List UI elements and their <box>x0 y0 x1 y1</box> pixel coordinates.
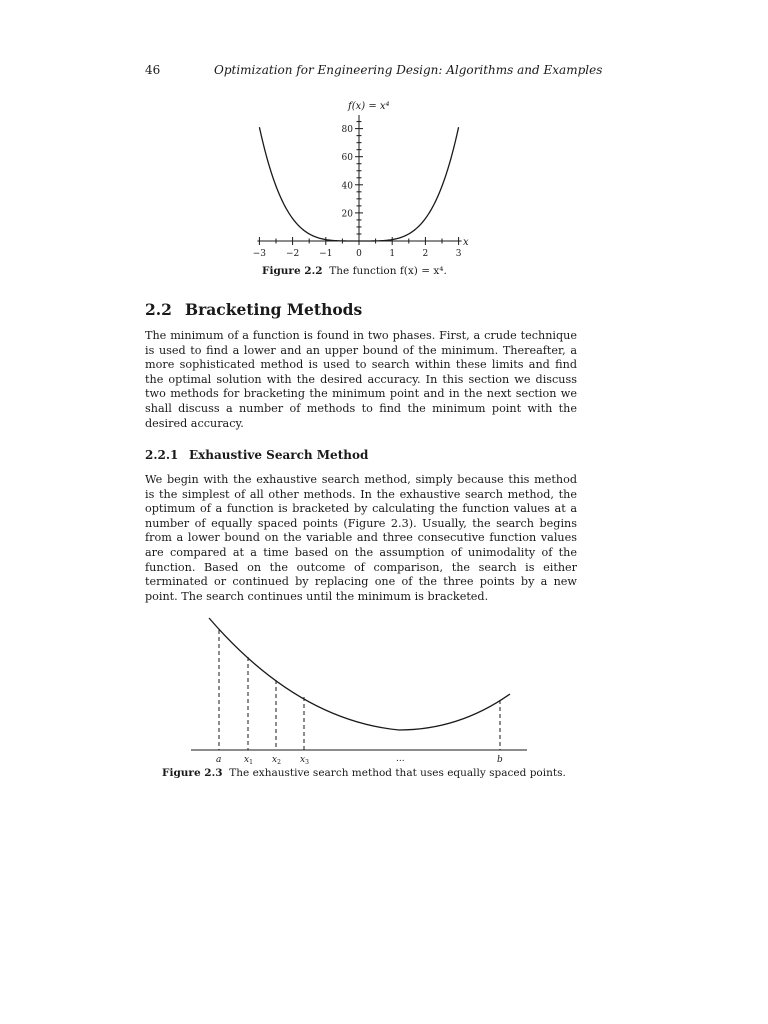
point-label-x1: $x_1$ <box>244 755 253 766</box>
subsection-title: Exhaustive Search Method <box>189 448 369 462</box>
x-tick-label: 2 <box>422 249 429 259</box>
point-label-x3: $x_3$ <box>300 755 309 766</box>
y-tick-label: 80 <box>341 125 353 136</box>
x-tick-label: 1 <box>389 249 396 259</box>
figure-2-3-caption-text: The exhaustive search method that uses equally spaced points. <box>229 767 566 779</box>
section-title: Bracketing Methods <box>185 300 363 319</box>
figure-2-3-diagram <box>185 612 535 767</box>
section-paragraph: The minimum of a function is found in two phases. First, a crude technique is used to find a lower and an upper bound of the minimum. Thereafter, a more sophisticated method is used to search within these limits and find the optimal solution with the desired accuracy. In this section we discuss two methods for bracketing the minimum point and in the next section we shall discuss a number of methods to find the minimum point with the desired accuracy. <box>145 329 577 430</box>
x-tick-label: −1 <box>319 249 333 259</box>
figure-2-2-caption <box>262 265 447 277</box>
page-number: 46 <box>145 63 161 77</box>
running-header-title: Optimization for Engineering Design: Algorithms and Examples <box>214 63 603 77</box>
figure-2-3-caption <box>162 767 566 779</box>
figure-2-2-caption-label: Figure 2.2 <box>262 265 323 277</box>
y-axis-label: f(x) = x⁴ <box>348 101 390 112</box>
y-tick-label: 20 <box>341 209 353 220</box>
figure-2-2-chart <box>230 93 490 265</box>
y-tick-label: 60 <box>341 153 353 164</box>
point-label-dots: ... <box>396 754 405 764</box>
x-tick-label: −3 <box>252 249 267 259</box>
figure-2-2-caption-text: The function f(x) = x⁴. <box>329 265 447 277</box>
subsection-paragraph: We begin with the exhaustive search method, simply because this method is the simplest of all other methods. In the exhaustive search method, the optimum of a function is bracketed by calculating the function values at a number of equally spaced points (Figure 2.3). Usually, the search begins from a lower bound on the variable and three consecutive function values are compared at a time based on the assumption of unimodality of the function. Based on the outcome of comparison, the search is either terminated or continued by replacing one of the three points by a new point. The search continues until the minimum is bracketed. <box>145 473 577 603</box>
x-tick-label: 0 <box>356 249 362 259</box>
section-number: 2.2 <box>145 300 172 319</box>
unimodal-curve <box>209 618 510 730</box>
subsection-number: 2.2.1 <box>145 448 179 462</box>
point-label-a: a <box>216 755 222 765</box>
point-label-x2: $x_2$ <box>272 755 281 766</box>
y-tick-label: 40 <box>341 181 353 192</box>
point-label-b: b <box>497 755 503 765</box>
figure-2-3-caption-label: Figure 2.3 <box>162 767 223 779</box>
x-tick-label: −2 <box>285 249 300 259</box>
x-tick-label: 3 <box>455 249 462 259</box>
subsection-heading <box>145 448 368 462</box>
section-heading <box>145 300 362 319</box>
x-axis-label: x <box>463 237 469 248</box>
